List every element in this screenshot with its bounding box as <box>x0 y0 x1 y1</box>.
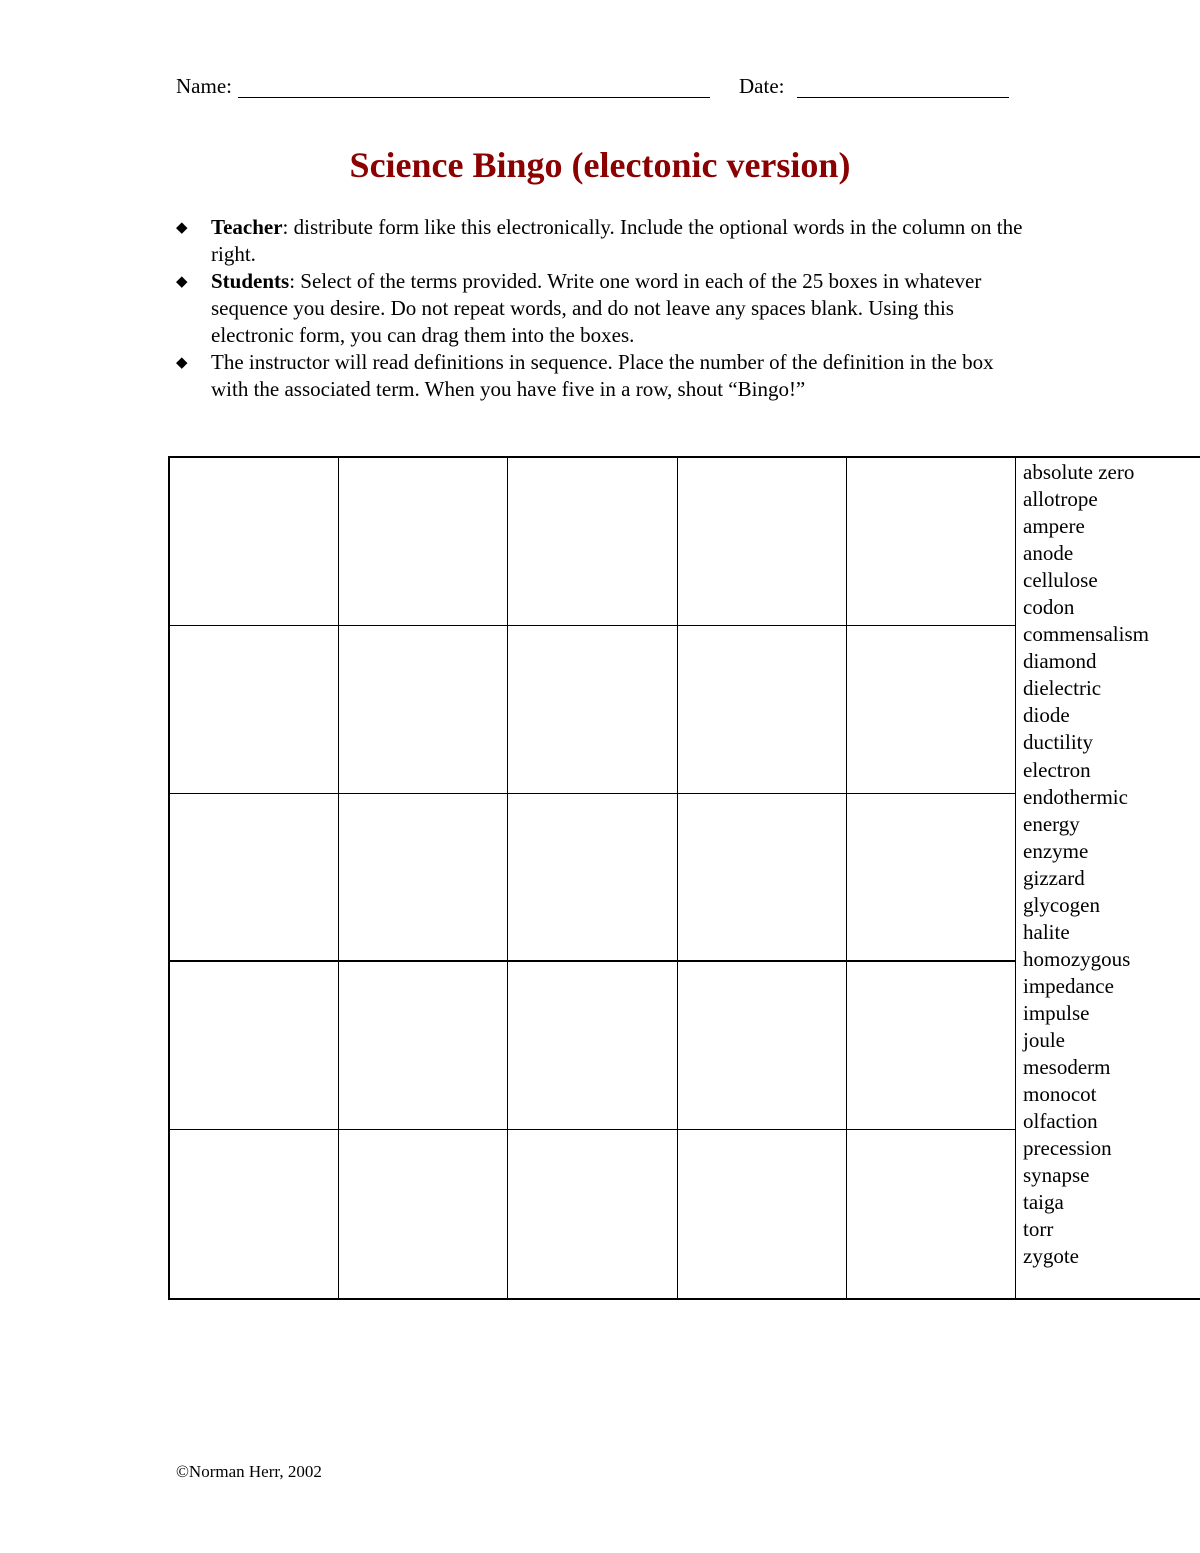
bingo-cell[interactable] <box>847 458 1016 626</box>
instruction-text: : distribute form like this electronically. Include the optional words in the column on the right. <box>211 215 1023 266</box>
word-option[interactable]: ductility <box>1023 730 1093 755</box>
word-option[interactable]: allotrope <box>1023 487 1098 512</box>
bingo-cell[interactable] <box>170 794 339 962</box>
bingo-cell[interactable] <box>339 1130 508 1298</box>
bingo-cell[interactable] <box>508 458 677 626</box>
word-column-top-border <box>1016 456 1200 458</box>
word-option[interactable]: gizzard <box>1023 865 1085 890</box>
word-option[interactable]: joule <box>1023 1027 1065 1052</box>
word-option[interactable]: anode <box>1023 541 1074 566</box>
page-title: Science Bingo (electonic version) <box>349 145 851 185</box>
bingo-cell[interactable] <box>847 626 1016 794</box>
bingo-cell[interactable] <box>847 794 1016 962</box>
word-option[interactable]: precession <box>1023 1136 1112 1161</box>
date-field[interactable] <box>797 97 1009 98</box>
word-option[interactable]: glycogen <box>1023 892 1100 917</box>
word-option[interactable]: olfaction <box>1023 1109 1098 1134</box>
word-option[interactable]: energy <box>1023 811 1080 836</box>
word-option[interactable]: impedance <box>1023 973 1114 998</box>
word-option[interactable]: monocot <box>1023 1082 1097 1107</box>
word-list <box>1023 459 1149 1270</box>
bingo-cell[interactable] <box>678 1130 847 1298</box>
name-field[interactable] <box>238 97 710 98</box>
name-label: Name: <box>176 74 232 98</box>
bingo-cell[interactable] <box>508 794 677 962</box>
word-option[interactable]: halite <box>1023 919 1070 944</box>
bingo-cell[interactable] <box>678 458 847 626</box>
bingo-cell[interactable] <box>339 962 508 1130</box>
instruction-role: Teacher <box>211 215 283 239</box>
word-option[interactable]: absolute zero <box>1023 460 1135 484</box>
instructions-list <box>176 214 1036 403</box>
instruction-item <box>176 268 1036 349</box>
word-column-bottom-border <box>1016 1298 1200 1300</box>
bingo-cell[interactable] <box>170 1130 339 1298</box>
word-option[interactable]: taiga <box>1023 1190 1064 1215</box>
instruction-item <box>176 349 1036 403</box>
word-option[interactable]: diamond <box>1023 649 1097 674</box>
bingo-cell[interactable] <box>170 626 339 794</box>
instruction-role: Students <box>211 269 290 293</box>
word-option[interactable]: dielectric <box>1023 676 1102 701</box>
word-option[interactable]: zygote <box>1023 1244 1079 1269</box>
word-option[interactable]: homozygous <box>1023 946 1131 971</box>
bingo-cell[interactable] <box>847 1130 1016 1298</box>
word-option[interactable]: ampere <box>1023 514 1085 539</box>
bingo-cell[interactable] <box>339 458 508 626</box>
instruction-text: The instructor will read definitions in sequence. Place the number of the definition in the box with the associated term. When you have five in a row, shout “Bingo!” <box>211 350 994 401</box>
diamond-bullet-icon: ◆ <box>176 218 188 236</box>
word-option[interactable]: diode <box>1023 703 1070 728</box>
bingo-cell[interactable] <box>678 794 847 962</box>
bingo-cell[interactable] <box>508 962 677 1130</box>
word-option[interactable]: codon <box>1023 595 1075 620</box>
diamond-bullet-icon: ◆ <box>176 272 188 290</box>
instruction-text: : Select of the terms provided. Write one word in each of the 25 boxes in whatever sequence you desire. Do not repeat words, and do not leave any spaces blank. Using this electronic form, you can drag them into the boxes. <box>211 269 982 347</box>
word-option[interactable]: electron <box>1023 757 1091 782</box>
word-option[interactable]: synapse <box>1023 1163 1090 1188</box>
diamond-bullet-icon: ◆ <box>176 353 188 371</box>
bingo-cell[interactable] <box>339 626 508 794</box>
word-option[interactable]: commensalism <box>1023 622 1149 647</box>
word-option[interactable]: cellulose <box>1023 568 1098 593</box>
bingo-cell[interactable] <box>847 962 1016 1130</box>
word-option[interactable]: mesoderm <box>1023 1055 1111 1080</box>
copyright-footer: ©Norman Herr, 2002 <box>176 1462 322 1481</box>
bingo-grid <box>168 456 1016 1300</box>
date-label: Date: <box>739 74 785 98</box>
bingo-cell[interactable] <box>170 458 339 626</box>
word-option[interactable]: enzyme <box>1023 838 1089 863</box>
bingo-cell[interactable] <box>678 962 847 1130</box>
bingo-cell[interactable] <box>678 626 847 794</box>
instruction-item <box>176 214 1036 268</box>
word-option[interactable]: torr <box>1023 1217 1054 1242</box>
word-option[interactable]: impulse <box>1023 1000 1090 1025</box>
bingo-cell[interactable] <box>339 794 508 962</box>
bingo-cell[interactable] <box>508 1130 677 1298</box>
word-option[interactable]: endothermic <box>1023 784 1128 809</box>
bingo-cell[interactable] <box>170 962 339 1130</box>
bingo-cell[interactable] <box>508 626 677 794</box>
